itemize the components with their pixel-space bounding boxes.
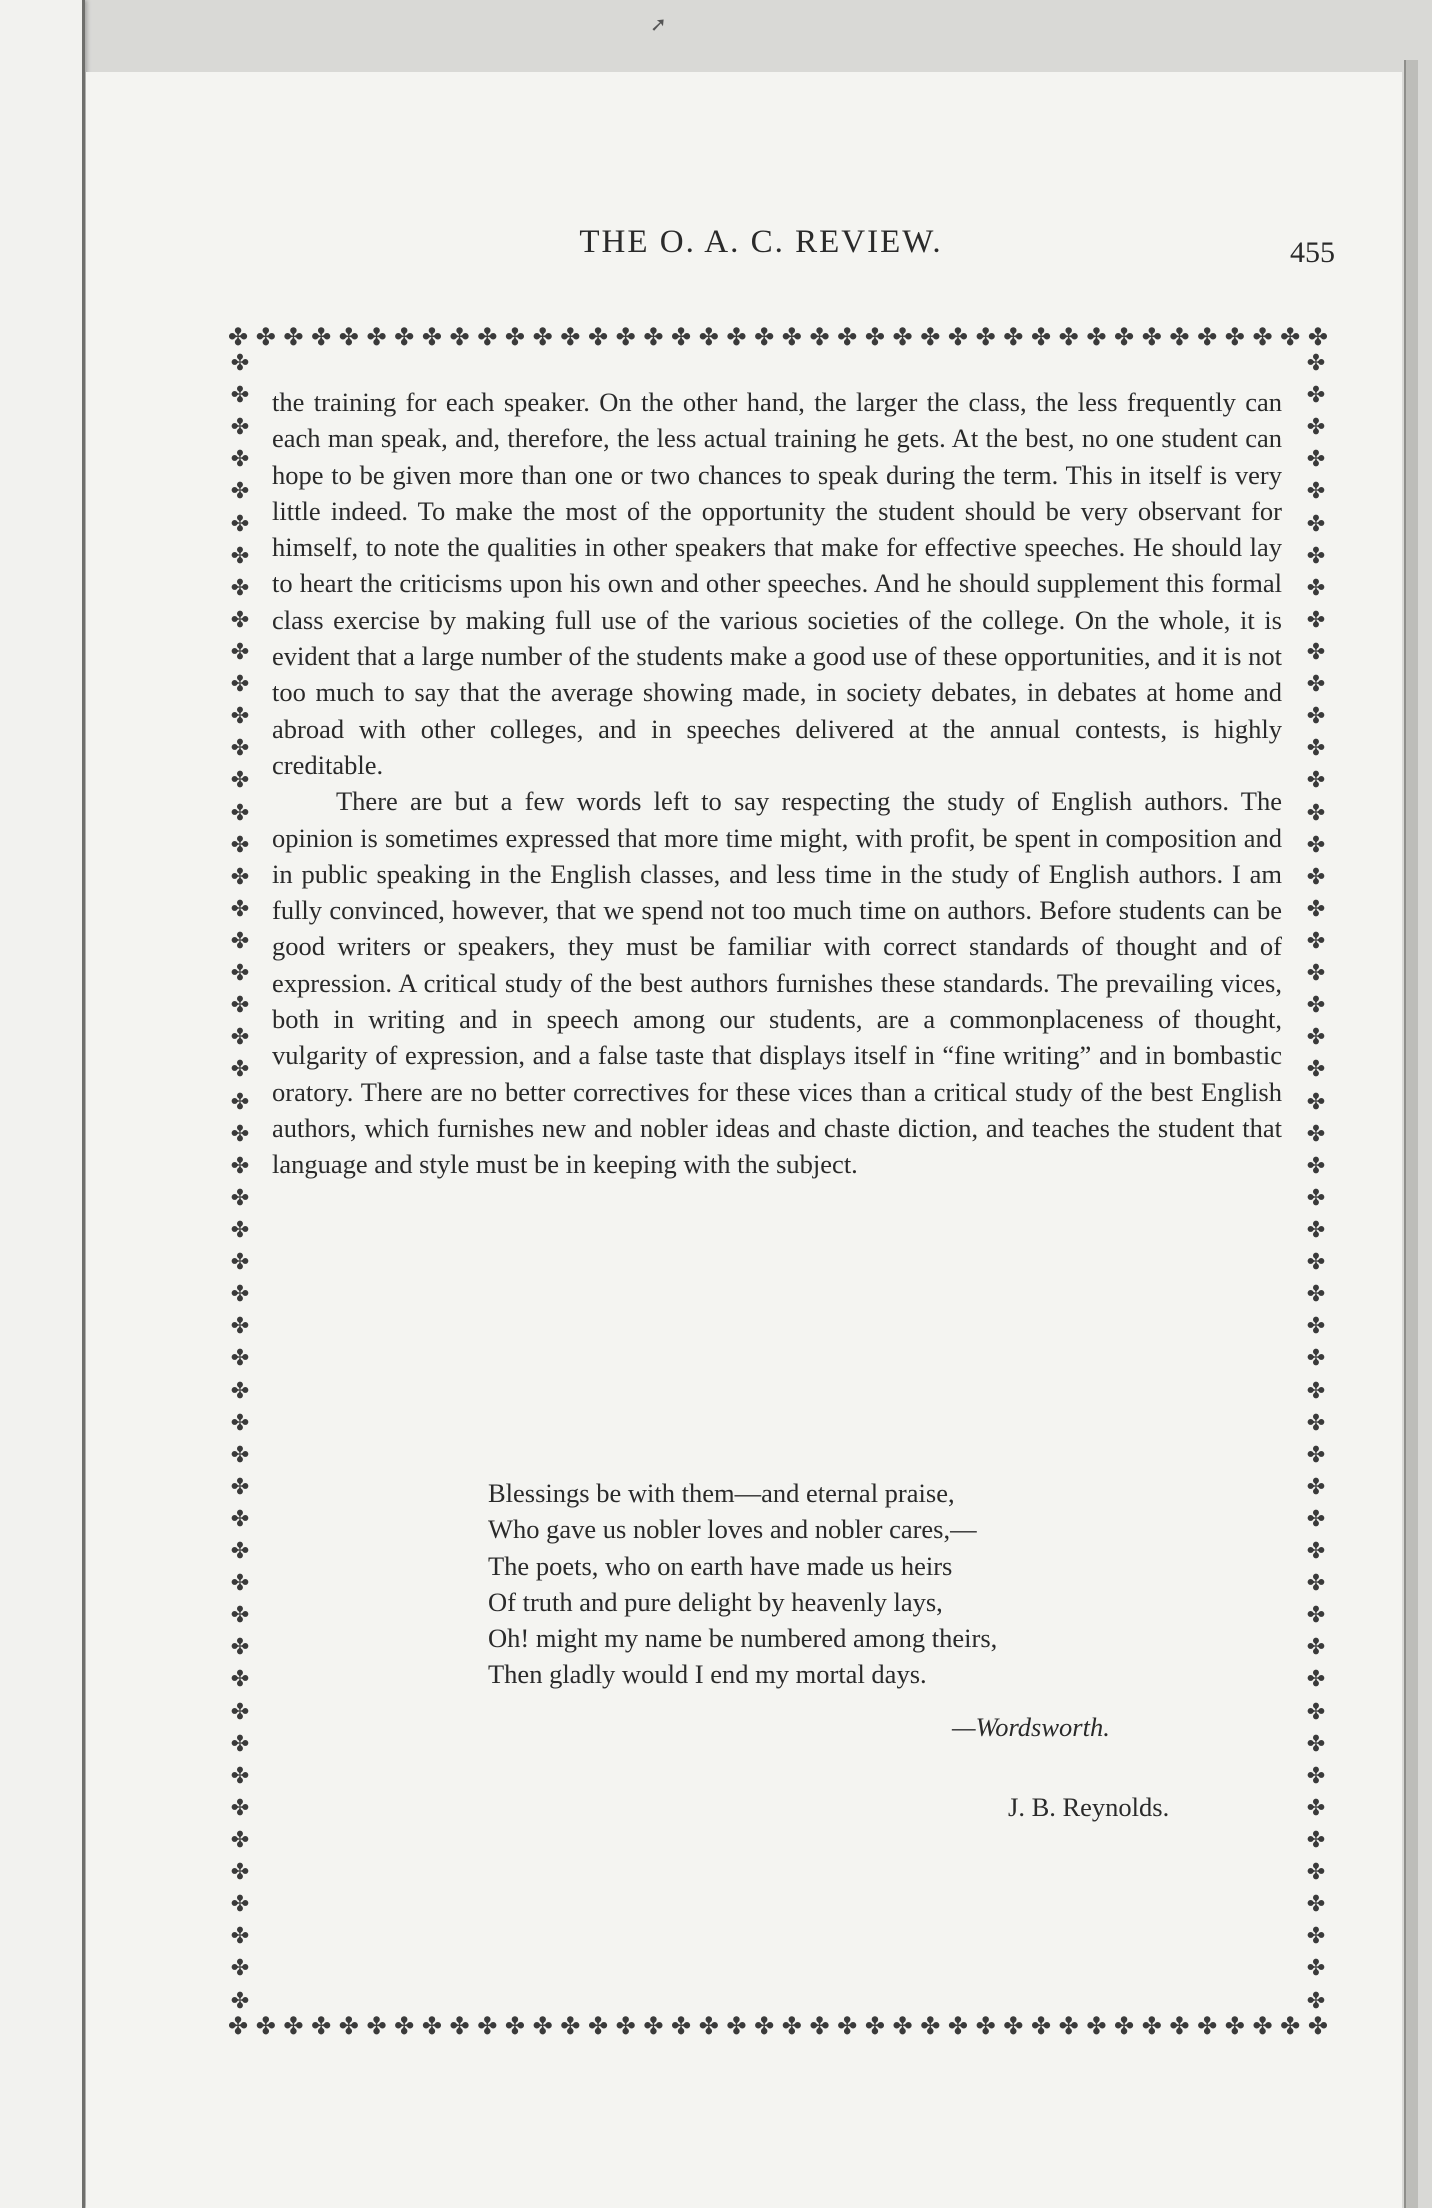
ornament-glyph: ✤	[1306, 960, 1326, 986]
ornament-glyph: ✤	[1003, 2014, 1024, 2040]
ornament-glyph: ✤	[366, 325, 387, 351]
ornament-glyph: ✤	[1197, 2014, 1218, 2040]
author-signature: J. B. Reynolds.	[1008, 1792, 1170, 1822]
ornament-glyph: ✤	[975, 2014, 996, 2040]
ornament-glyph: ✤	[560, 325, 581, 351]
ornament-glyph: ✤	[837, 2014, 858, 2040]
ornament-glyph: ✤	[230, 1024, 250, 1050]
ornament-glyph: ✤	[809, 2014, 830, 2040]
ornament-glyph: ✤	[1307, 325, 1328, 351]
ornament-glyph: ✤	[1306, 1634, 1326, 1660]
ornament-glyph: ✤	[1306, 1955, 1326, 1981]
ornament-glyph: ✤	[587, 2014, 609, 2040]
ornament-glyph: ✤	[1306, 1281, 1326, 1307]
ornament-glyph: ✤	[477, 325, 498, 351]
ornament-glyph: ✤	[615, 325, 636, 351]
ornament-glyph: ✤	[230, 1056, 250, 1082]
ornament-glyph: ✤	[230, 1538, 250, 1564]
poem-line: Of truth and pure delight by heavenly lays,	[488, 1586, 943, 1617]
ornament-glyph: ✤	[837, 325, 858, 351]
ornament-glyph: ✤	[230, 1923, 250, 1949]
ornament-glyph: ✤	[230, 863, 250, 889]
ornament-glyph: ✤	[864, 2014, 885, 2040]
ornament-glyph: ✤	[230, 735, 250, 761]
ornament-glyph: ✤	[1224, 325, 1245, 351]
ornament-glyph: ✤	[230, 1216, 250, 1242]
ornament-glyph: ✤	[1086, 2014, 1107, 2040]
ornament-glyph: ✤	[1306, 927, 1326, 953]
stray-ink-mark: ➚	[650, 14, 667, 36]
ornament-glyph: ✤	[283, 325, 304, 351]
ornament-glyph: ✤	[1306, 1056, 1326, 1082]
ornament-glyph: ✤	[1306, 382, 1326, 408]
ornament-glyph: ✤	[1224, 2014, 1245, 2040]
ornament-glyph: ✤	[230, 1120, 250, 1146]
ornament-glyph: ✤	[698, 325, 719, 351]
ornament-glyph: ✤	[1306, 1987, 1326, 2013]
ornament-border-bottom	[228, 2015, 1328, 2039]
ornament-glyph: ✤	[947, 2014, 968, 2040]
poem-line: Oh! might my name be numbered among theirs,	[488, 1623, 998, 1654]
article-body	[272, 384, 1282, 1183]
ornament-glyph: ✤	[1306, 767, 1326, 793]
ornament-glyph: ✤	[504, 2014, 525, 2040]
ornament-glyph: ✤	[1306, 831, 1326, 857]
ornament-glyph: ✤	[230, 1634, 250, 1660]
ornament-glyph: ✤	[1169, 325, 1190, 351]
poem-attribution: —Wordsworth.	[952, 1712, 1110, 1742]
ornament-glyph: ✤	[1306, 414, 1326, 440]
ornament-glyph: ✤	[230, 446, 250, 472]
ornament-glyph: ✤	[230, 1441, 250, 1467]
ornament-glyph: ✤	[1141, 2014, 1162, 2040]
ornament-glyph: ✤	[230, 831, 250, 857]
ornament-glyph: ✤	[230, 606, 250, 632]
ornament-glyph: ✤	[892, 2014, 913, 2040]
ornament-glyph: ✤	[394, 2014, 415, 2040]
ornament-glyph: ✤	[230, 671, 250, 697]
ornament-glyph: ✤	[449, 2014, 470, 2040]
ornament-glyph: ✤	[1306, 1827, 1326, 1853]
ornament-glyph: ✤	[1306, 1730, 1326, 1756]
ornament-glyph: ✤	[1306, 1184, 1326, 1210]
ornament-glyph: ✤	[947, 325, 968, 351]
ornament-glyph: ✤	[230, 382, 250, 408]
ornament-glyph: ✤	[1003, 325, 1024, 351]
ornament-glyph: ✤	[230, 1570, 250, 1596]
page-number: 455	[1290, 236, 1335, 269]
ornament-glyph: ✤	[671, 2014, 692, 2040]
ornament-border-top	[228, 326, 1328, 350]
ornament-glyph: ✤	[1306, 799, 1326, 825]
ornament-glyph: ✤	[1306, 1441, 1326, 1467]
ornament-glyph: ✤	[754, 2014, 775, 2040]
ornament-glyph: ✤	[754, 325, 775, 351]
ornament-glyph: ✤	[230, 927, 250, 953]
ornament-glyph: ✤	[781, 2014, 802, 2040]
ornament-glyph: ✤	[560, 2014, 581, 2040]
ornament-glyph: ✤	[643, 325, 664, 351]
ornament-glyph: ✤	[230, 992, 250, 1018]
running-title: THE O. A. C. REVIEW.	[579, 224, 943, 260]
ornament-glyph: ✤	[698, 2014, 719, 2040]
ornament-glyph: ✤	[230, 510, 250, 536]
ornament-glyph: ✤	[477, 2014, 498, 2040]
ornament-glyph: ✤	[1306, 992, 1326, 1018]
ornament-glyph: ✤	[1306, 1216, 1326, 1242]
ornament-glyph: ✤	[230, 1184, 250, 1210]
adjacent-page-strip	[0, 0, 85, 2208]
ornament-glyph: ✤	[255, 325, 276, 351]
ornament-glyph: ✤	[1306, 606, 1326, 632]
ornament-glyph: ✤	[1306, 735, 1326, 761]
ornament-glyph: ✤	[230, 703, 250, 729]
ornament-glyph: ✤	[230, 1762, 250, 1788]
ornament-glyph: ✤	[338, 325, 359, 351]
ornament-glyph: ✤	[230, 542, 250, 568]
ornament-glyph: ✤	[1306, 671, 1326, 697]
ornament-glyph: ✤	[230, 960, 250, 986]
ornament-glyph: ✤	[230, 799, 250, 825]
ornament-glyph: ✤	[230, 1891, 250, 1917]
ornament-glyph: ✤	[532, 2014, 553, 2040]
ornament-glyph: ✤	[1306, 1891, 1326, 1917]
ornament-glyph: ✤	[920, 325, 941, 351]
ornament-glyph: ✤	[1306, 350, 1326, 375]
ornament-glyph: ✤	[1306, 1377, 1326, 1403]
ornament-glyph: ✤	[920, 2014, 941, 2040]
ornament-glyph: ✤	[283, 2014, 304, 2040]
ornament-glyph: ✤	[1197, 325, 1218, 351]
ornament-glyph: ✤	[1114, 325, 1135, 351]
ornament-glyph: ✤	[1280, 325, 1301, 351]
ornament-glyph: ✤	[1306, 1505, 1326, 1531]
ornament-glyph: ✤	[366, 2014, 387, 2040]
ornament-glyph: ✤	[809, 325, 830, 351]
poem-line: Blessings be with them—and eternal praise,	[488, 1478, 955, 1508]
ornament-glyph: ✤	[1306, 1602, 1326, 1628]
ornament-glyph: ✤	[230, 1602, 250, 1628]
ornament-glyph: ✤	[1307, 2014, 1328, 2040]
ornament-glyph: ✤	[230, 1794, 250, 1820]
ornament-glyph: ✤	[230, 1505, 250, 1531]
ornament-glyph: ✤	[726, 2014, 747, 2040]
ornament-glyph: ✤	[311, 2014, 332, 2040]
ornament-glyph: ✤	[230, 350, 250, 375]
ornament-glyph: ✤	[504, 325, 525, 351]
ornament-glyph: ✤	[1306, 478, 1326, 504]
ornament-glyph: ✤	[230, 1313, 250, 1339]
ornament-glyph: ✤	[1306, 1570, 1326, 1596]
ornament-glyph: ✤	[230, 1666, 250, 1692]
ornament-glyph: ✤	[228, 2014, 249, 2040]
ornament-glyph: ✤	[230, 638, 250, 664]
ornament-glyph: ✤	[1252, 325, 1273, 351]
ornament-glyph: ✤	[230, 767, 250, 793]
ornament-glyph: ✤	[421, 2014, 442, 2040]
ornament-glyph: ✤	[864, 325, 885, 351]
ornament-glyph: ✤	[230, 895, 250, 921]
ornament-glyph: ✤	[1306, 1120, 1326, 1146]
ornament-glyph: ✤	[615, 2014, 636, 2040]
ornament-glyph: ✤	[230, 1698, 250, 1724]
ornament-glyph: ✤	[449, 325, 470, 351]
page-edge	[1404, 60, 1418, 2208]
ornament-glyph: ✤	[1306, 1859, 1326, 1885]
ornament-border-left	[228, 352, 252, 2012]
ornament-glyph: ✤	[1306, 1024, 1326, 1050]
ornament-glyph: ✤	[230, 1152, 250, 1178]
ornament-glyph: ✤	[1306, 895, 1326, 921]
ornament-glyph: ✤	[1086, 325, 1107, 351]
ornament-glyph: ✤	[1280, 2014, 1301, 2040]
ornament-glyph: ✤	[726, 325, 747, 351]
ornament-border-right	[1304, 352, 1328, 2012]
ornament-glyph: ✤	[230, 1955, 250, 1981]
ornament-glyph: ✤	[230, 1088, 250, 1114]
poem-line: Who gave us nobler loves and nobler cares,—	[488, 1514, 977, 1545]
ornament-glyph: ✤	[1306, 1409, 1326, 1435]
ornament-glyph: ✤	[1114, 2014, 1135, 2040]
ornament-glyph: ✤	[230, 1827, 250, 1853]
ornament-glyph: ✤	[230, 1409, 250, 1435]
ornament-glyph: ✤	[1306, 703, 1326, 729]
ornament-glyph: ✤	[230, 1281, 250, 1307]
poem-quotation	[488, 1475, 997, 1693]
poem-line: Then gladly would I end my mortal days.	[488, 1659, 927, 1690]
ornament-glyph: ✤	[1030, 325, 1052, 351]
ornament-glyph: ✤	[1306, 863, 1326, 889]
ornament-glyph: ✤	[1252, 2014, 1273, 2040]
ornament-glyph: ✤	[230, 1377, 250, 1403]
ornament-glyph: ✤	[338, 2014, 359, 2040]
ornament-glyph: ✤	[1058, 325, 1079, 351]
ornament-glyph: ✤	[975, 325, 996, 351]
ornament-glyph: ✤	[230, 1249, 250, 1275]
poem-line: The poets, who on earth have made us heirs	[488, 1550, 953, 1581]
ornament-glyph: ✤	[1141, 325, 1162, 351]
ornament-glyph: ✤	[1306, 1538, 1326, 1564]
ornament-glyph: ✤	[1306, 1794, 1326, 1820]
ornament-glyph: ✤	[311, 325, 332, 351]
ornament-glyph: ✤	[230, 414, 250, 440]
ornament-glyph: ✤	[1306, 446, 1326, 472]
ornament-glyph: ✤	[230, 1345, 250, 1371]
ornament-glyph: ✤	[643, 2014, 664, 2040]
ornament-glyph: ✤	[1306, 1762, 1326, 1788]
ornament-glyph: ✤	[394, 325, 415, 351]
ornament-glyph: ✤	[421, 325, 442, 351]
ornament-glyph: ✤	[1306, 542, 1326, 568]
ornament-glyph: ✤	[230, 574, 250, 600]
ornament-glyph: ✤	[1306, 1152, 1326, 1178]
ornament-glyph: ✤	[1306, 1698, 1326, 1724]
paragraph: There are but a few words left to say respecting the study of English authors. The opinion is sometimes expressed that more time might, with profit, be spent in composition and in public speaking in the English classes, and less time in the study of English authors. I am fully convinced, however, that we spend not too much time on authors. Before students can be good writers or speakers, they must be familiar with correct standards of thought and of expression. A critical study of the best authors furnishes these standards. The prevailing vices, both in writing and in speech among our students, are a commonplaceness of thought, vulgarity of expression, and a false taste that displays itself in “fine writing” and in bombastic oratory. There are no better correctives for these vices than a critical study of the best English authors, which furnishes new and nobler ideas and chaste diction, and teaches the student that language and style must be in keeping with the subject.	[272, 786, 1282, 1180]
ornament-glyph: ✤	[1306, 1313, 1326, 1339]
ornament-glyph: ✤	[1306, 510, 1326, 536]
ornament-glyph: ✤	[1306, 1666, 1326, 1692]
ornament-glyph: ✤	[587, 325, 609, 351]
ornament-glyph: ✤	[1058, 2014, 1079, 2040]
ornament-glyph: ✤	[230, 1730, 250, 1756]
ornament-glyph: ✤	[230, 478, 250, 504]
ornament-glyph: ✤	[1306, 1345, 1326, 1371]
ornament-glyph: ✤	[230, 1859, 250, 1885]
paragraph: the training for each speaker. On the other hand, the larger the class, the less frequently can each man speak, and, therefore, the less actual training he gets. At the best, no one student can hope to be given more than one or two chances to speak during the term. This in itself is very little indeed. To make the most of the opportunity the student should be very observant for himself, to note the qualities in other speakers that make for effective speeches. He should lay to heart the criticisms upon his own and other speeches. And he should supplement this formal class exercise by making full use of the various societies of the college. On the whole, it is evident that a large number of the students make a good use of these opportunities, and it is not too much to say that the average showing made, in society debates, in debates at home and abroad with other colleges, and in speeches delivered at the annual contests, is highly creditable.	[272, 387, 1282, 780]
ornament-glyph: ✤	[892, 325, 913, 351]
ornament-glyph: ✤	[781, 325, 802, 351]
ornament-glyph: ✤	[532, 325, 553, 351]
ornament-glyph: ✤	[1306, 1249, 1326, 1275]
ornament-glyph: ✤	[1306, 1088, 1326, 1114]
ornament-glyph: ✤	[671, 325, 692, 351]
ornament-glyph: ✤	[1030, 2014, 1052, 2040]
ornament-glyph: ✤	[1306, 638, 1326, 664]
ornament-glyph: ✤	[230, 1473, 250, 1499]
ornament-glyph: ✤	[230, 1987, 250, 2013]
ornament-glyph: ✤	[1306, 574, 1326, 600]
ornament-glyph: ✤	[1169, 2014, 1190, 2040]
ornament-glyph: ✤	[255, 2014, 276, 2040]
ornament-glyph: ✤	[1306, 1923, 1326, 1949]
ornament-glyph: ✤	[228, 325, 249, 351]
ornament-glyph: ✤	[1306, 1473, 1326, 1499]
